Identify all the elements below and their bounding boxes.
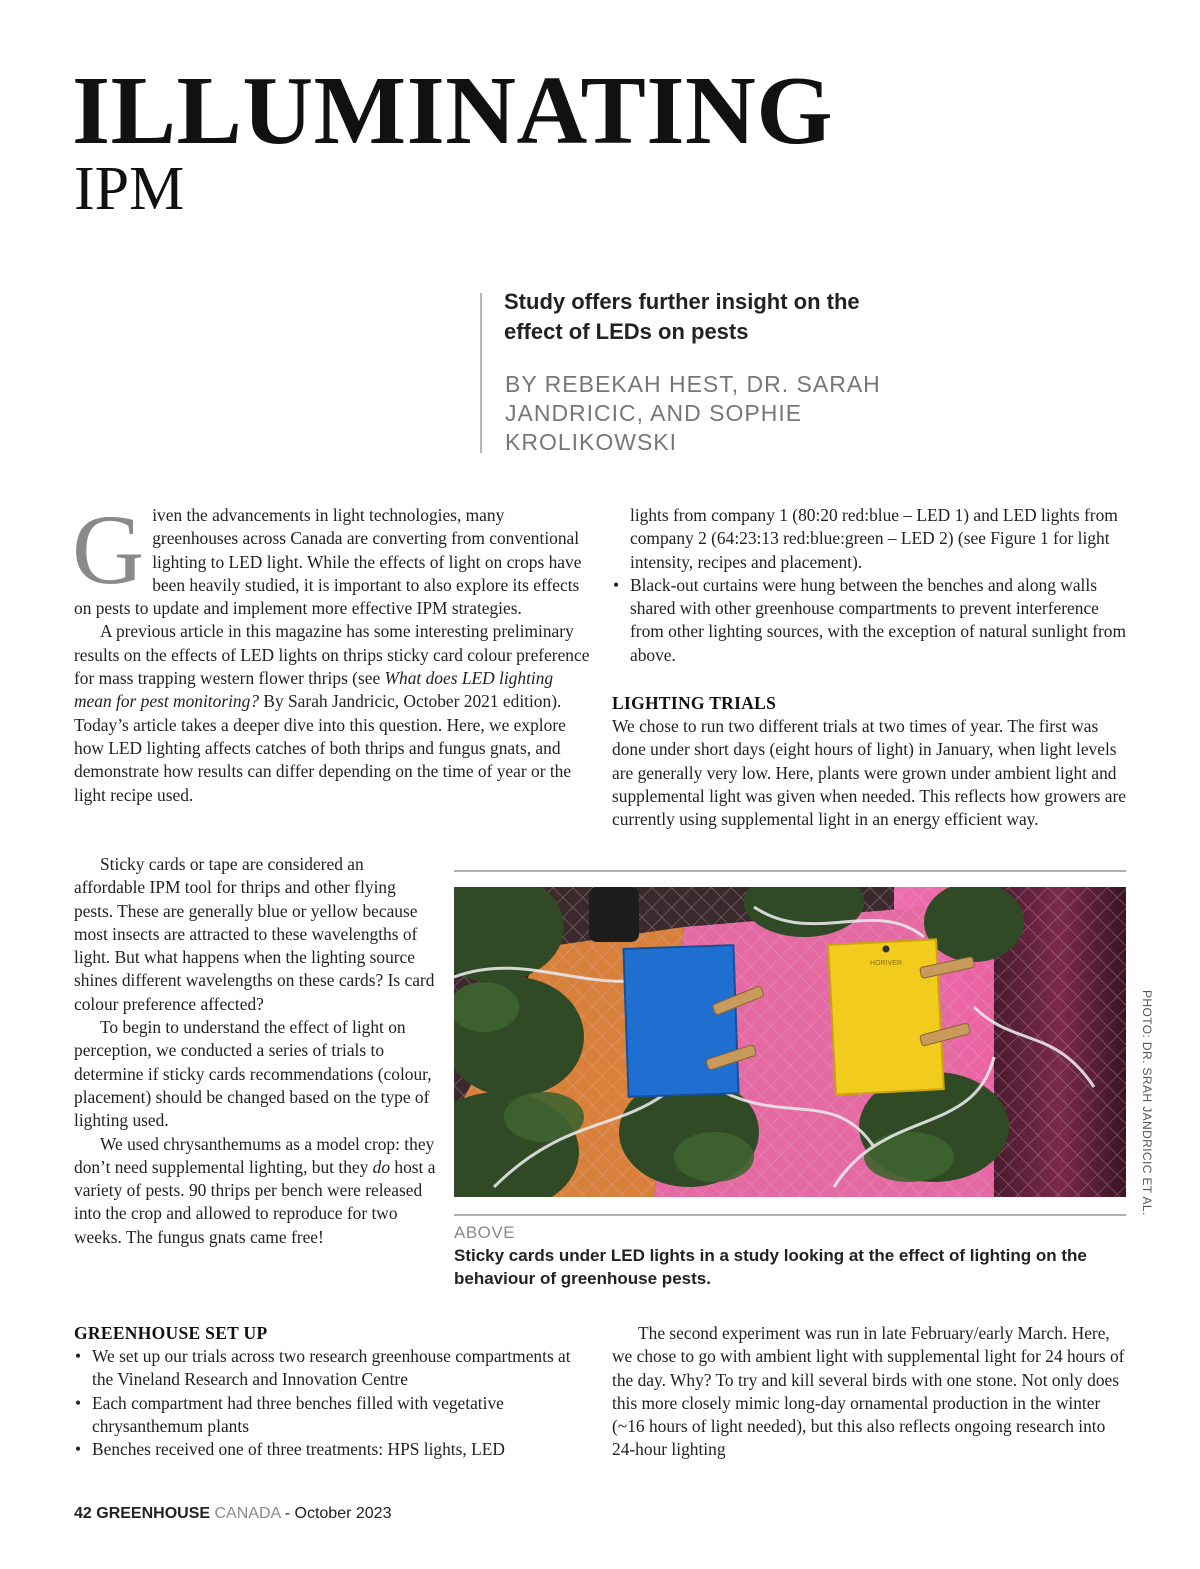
sticky-cards-photo	[454, 887, 1126, 1197]
setup-list	[74, 1345, 594, 1461]
page-number: 42	[74, 1505, 92, 1522]
photo-credit-text: PHOTO: DR. SRAH JANDRICIC ET AL.	[1140, 990, 1154, 1216]
article-title: ILLUMINATING	[72, 57, 834, 165]
article-subtitle: IPM	[74, 155, 185, 223]
paragraph-second-experiment: The second experiment was run in late February/early March. Here, we chose to go with ambient light with supplemental light for 24 hours of the day. Why? To try and kill several birds with one stone. Not only does this more closely mimic long-day ornamental production in the winter (~16 hours of light needed), but this also reflects ongoing research into 24-hour lighting	[612, 1323, 1125, 1460]
issue-date: - October 2023	[280, 1505, 392, 1522]
photo-credit	[1138, 990, 1156, 1216]
cited-article-title: What does LED lighting mean for pest monitoring?	[74, 668, 554, 712]
publication-name: GREENHOUSE	[96, 1505, 211, 1522]
left-column-narrow	[74, 853, 436, 1249]
para2-text-cont: By Sarah Jandricic, October 2021 edition). Today’s article takes a deeper dive into this question. Here, we explore how LED lighting affects catches of both thrips and fungus gnats, and demonstrate how results can differ depending on the time of year or the light recipe used.	[74, 691, 572, 805]
intro-paragraph	[72, 494, 590, 620]
lighting-trials-heading: LIGHTING TRIALS	[612, 693, 777, 714]
list-item: • Black-out curtains were hung between the benches and along walls shared with other greenhouse compartments to prevent interference from other lighting sources, with the exception of natural sunlight from above.	[612, 574, 1128, 667]
paragraph-previous-article	[74, 620, 590, 806]
deck-divider	[480, 293, 482, 453]
paragraph-perception: To begin to understand the effect of light on perception, we conducted a series of trials to determine if sticky cards recommendations (colour, placement) should be changed based on the type of lighting used.	[74, 1017, 432, 1131]
photo-illustration	[454, 887, 1126, 1197]
list-item: • We set up our trials across two research greenhouse compartments at the Vineland Research and Innovation Centre	[74, 1345, 594, 1392]
publication-region: CANADA	[214, 1505, 281, 1522]
drop-cap: G	[72, 494, 145, 605]
greenhouse-setup-heading: GREENHOUSE SET UP	[74, 1323, 268, 1343]
article-deck: Study offers further insight on the effect of LEDs on pests	[504, 289, 860, 344]
emphasis-do: do	[372, 1156, 391, 1177]
setup-item-continued: lights from company 1 (80:20 red:blue – LED 1) and LED lights from company 2 (64:23:13 red:blue:green – LED 2) (see Figure 1 for light intensity, recipes and placement).	[630, 505, 1118, 572]
list-item: • Each compartment had three benches filled with vegetative chrysanthemum plants	[74, 1392, 594, 1439]
photo-rule-bottom	[454, 1214, 1126, 1216]
para5-text-cont: host a variety of pests. 90 thrips per bench were released into the crop and allowed to reproduce for two weeks. The fungus gnats came free!	[74, 1156, 436, 1247]
right-column-top	[612, 504, 1128, 832]
paragraph-sticky-cards: Sticky cards or tape are considered an affordable IPM tool for thrips and other flying pests. These are generally blue or yellow because most insects are attracted to these wavelengths of light. But what happens when the lighting source shines different wavelengths on these cards? Is card colour preference affected?	[74, 854, 435, 1014]
para2-text: A previous article in this magazine has some interesting preliminary results on the effects of LED lights on thrips sticky card colour preference for mass trapping western flower thrips (see	[74, 621, 590, 689]
setup-list-continued	[612, 574, 1128, 667]
lighting-trials-paragraph: We chose to run two different trials at two times of year. The first was done under short days (eight hours of light) in January, when light levels are generally very low. Here, plants were grown under ambient light and supplemental light was given when needed. This reflects how growers are currently using supplemental light in an energy efficient way.	[612, 716, 1127, 830]
list-item: • Benches received one of three treatments: HPS lights, LED	[74, 1438, 594, 1461]
para5-text: We used chrysanthemums as a model crop: they don’t need supplemental lighting, but they	[74, 1133, 435, 1177]
paragraph-model-crop	[74, 1133, 436, 1249]
caption-label: ABOVE	[454, 1223, 516, 1242]
left-column-top	[72, 494, 590, 807]
page-footer	[74, 1505, 391, 1523]
photo-rule-top	[454, 870, 1126, 872]
photo-caption: Sticky cards under LED lights in a study looking at the effect of lighting on the behaviour of greenhouse pests.	[454, 1246, 1087, 1288]
card-brand-label: HORIVER	[870, 960, 902, 967]
article-byline: BY REBEKAH HEST, DR. SARAH JANDRICIC, AND SOPHIE KROLIKOWSKI	[505, 371, 881, 455]
intro-text: iven the advancements in light technologies, many greenhouses across Canada are converting from conventional lighting to LED light. While the effects of light on crops have been heavily studied, it is important to also explore its effects on pests to update and implement more effective IPM strategies.	[74, 505, 582, 619]
left-column-bottom	[74, 1322, 594, 1461]
right-column-bottom	[612, 1322, 1128, 1462]
